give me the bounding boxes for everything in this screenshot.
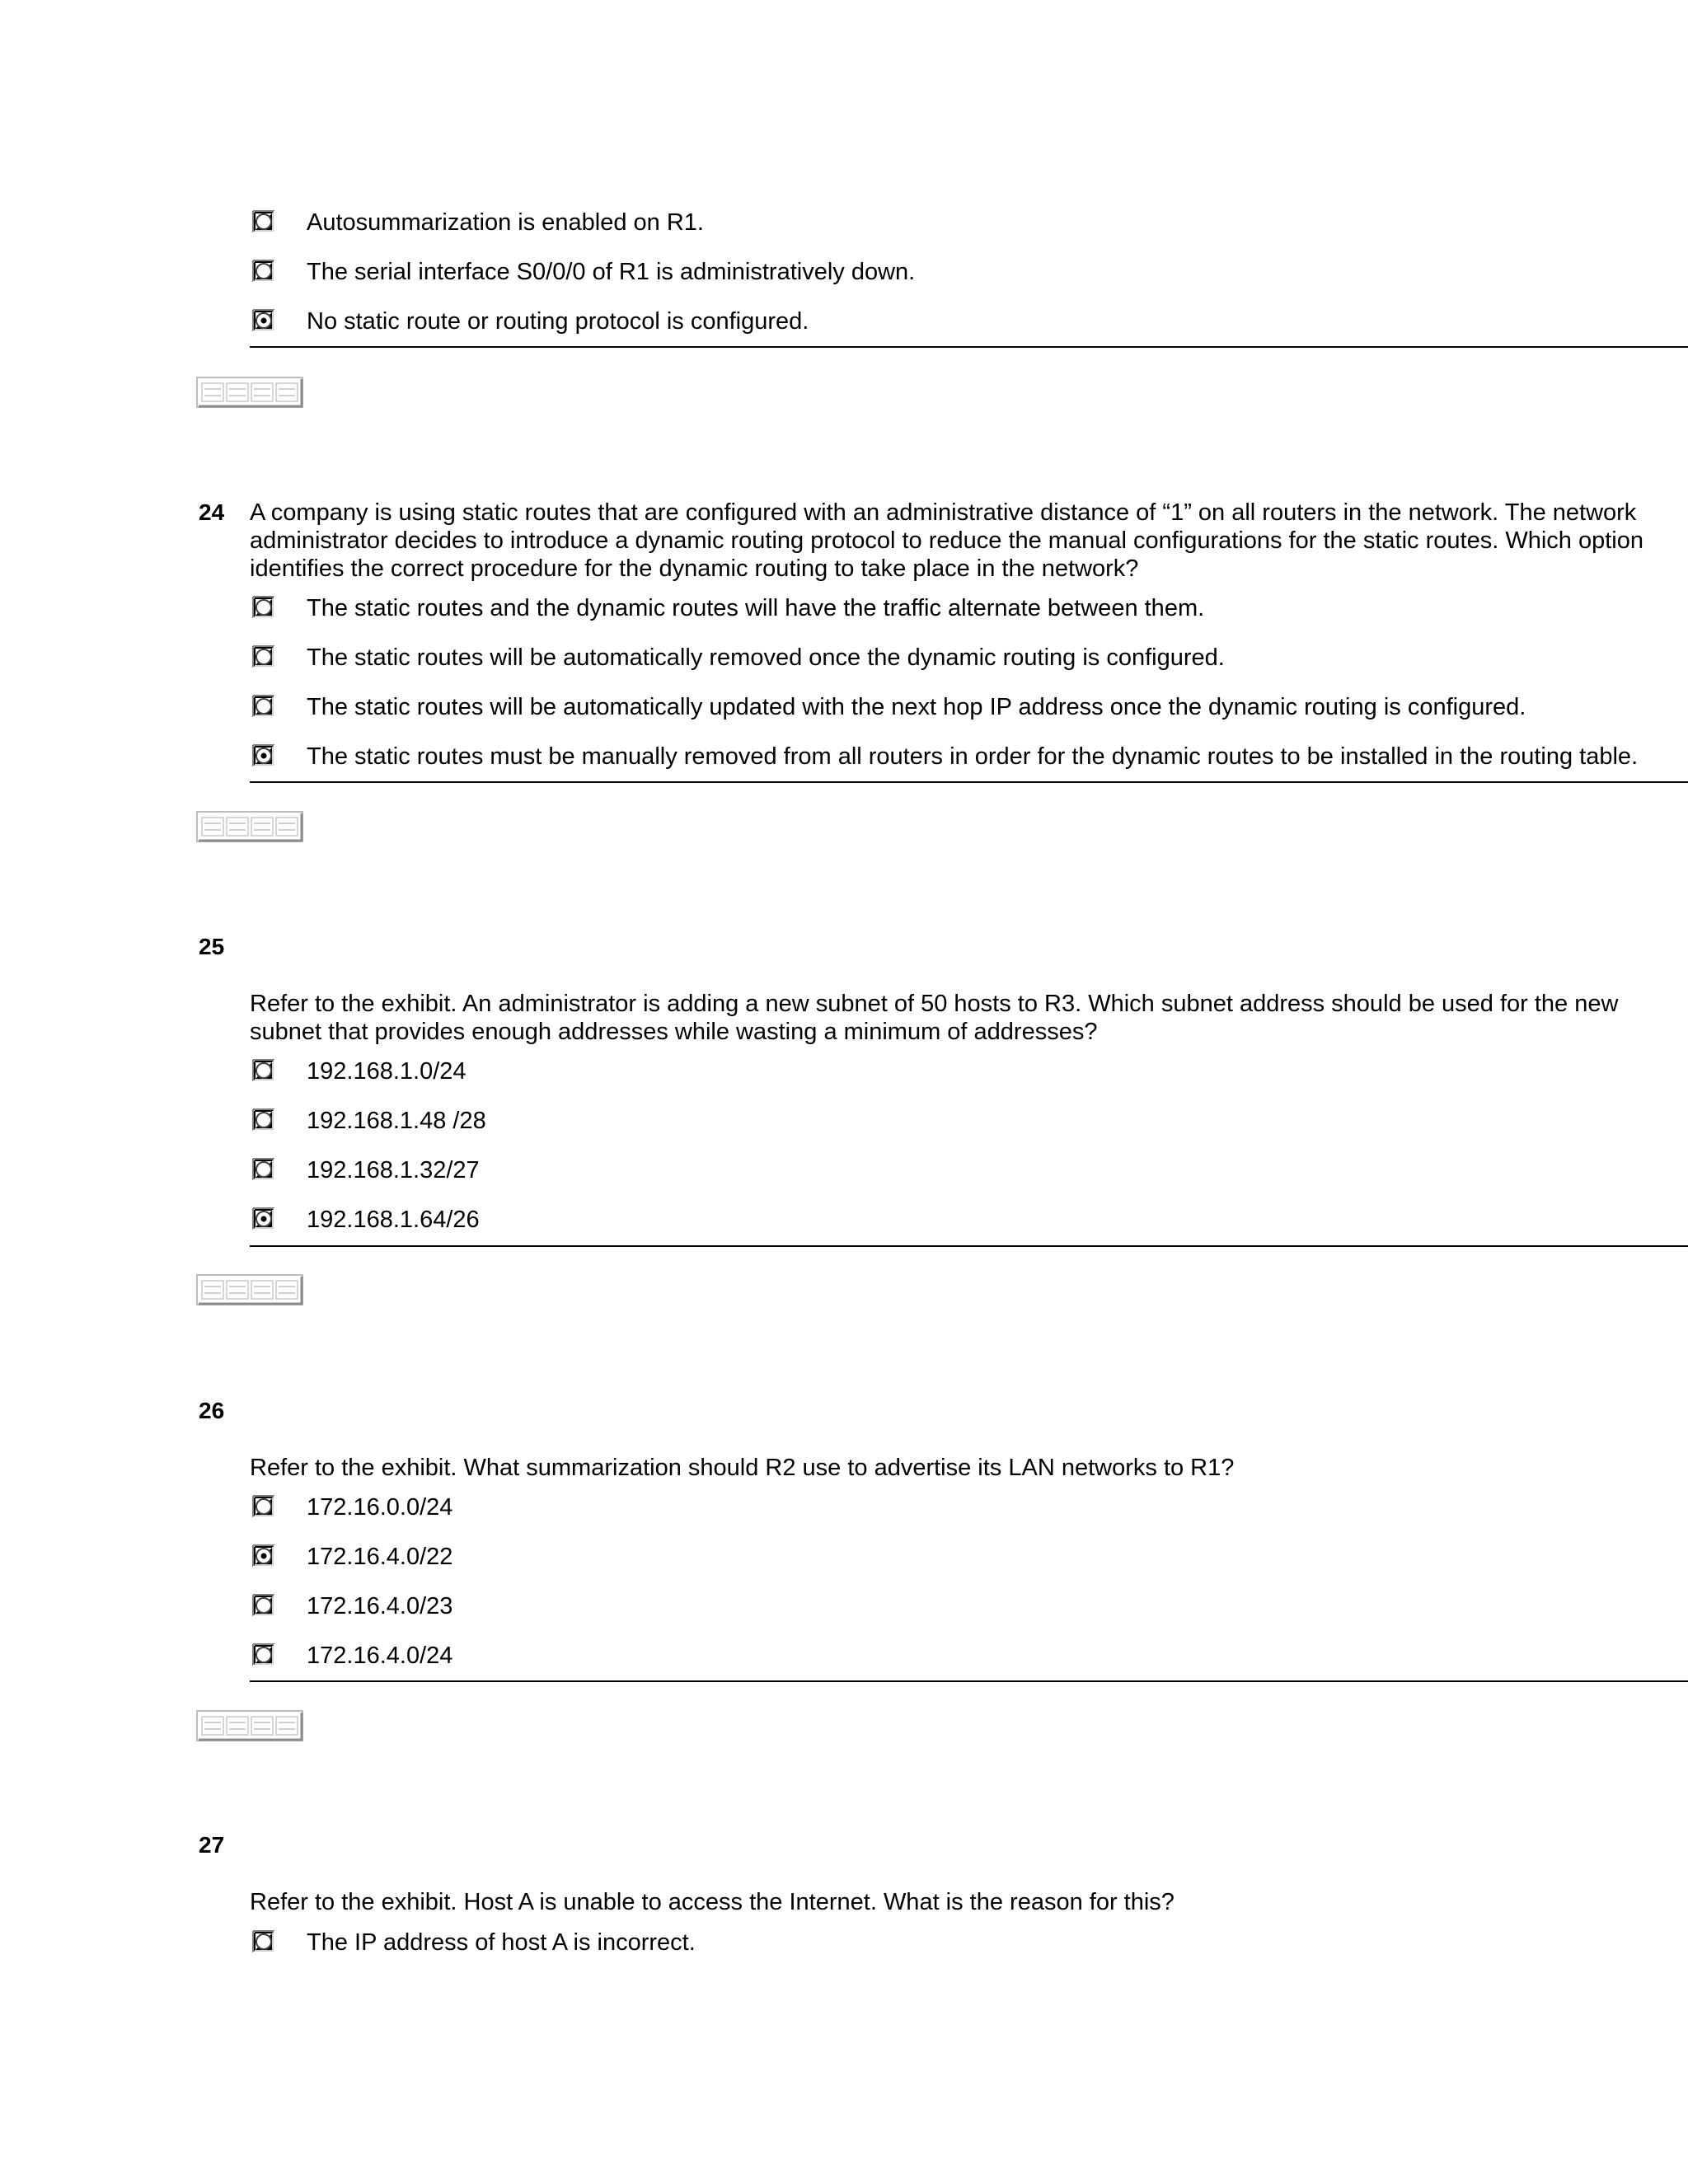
answer-option[interactable] [250,1543,1688,1576]
answer-option-label: 192.168.1.32/27 [307,1157,480,1183]
answer-option-label: Autosummarization is enabled on R1. [307,209,704,236]
radio-button-icon[interactable] [252,645,275,668]
answer-option[interactable] [250,209,1688,241]
question-text-line: administrator decides to introduce a dynamic routing protocol to reduce the manual configurations for the static routes. Which option [250,527,1643,554]
answer-option-label: The serial interface S0/0/0 of R1 is administratively down. [307,259,916,285]
answer-option[interactable] [250,258,1688,291]
question-text-line: Refer to the exhibit. Host A is unable to access the Internet. What is the reason for this? [250,1889,1175,1915]
question-number: 24 [199,499,225,525]
radio-button-icon[interactable] [252,695,275,718]
radio-button-icon[interactable] [252,596,275,619]
answer-option-label: 192.168.1.64/26 [307,1207,480,1233]
answer-option[interactable] [250,1493,1688,1526]
answer-option-label: 172.16.4.0/22 [307,1544,453,1570]
question-text-line: Refer to the exhibit. What summarization should R2 use to advertise its LAN networks to R1? [250,1455,1235,1481]
radio-button-icon[interactable] [252,1207,275,1230]
question-number: 25 [199,934,225,959]
radio-button-icon[interactable] [252,744,275,767]
answer-option[interactable] [250,1642,1688,1675]
navigation-buttons-image[interactable] [196,1274,303,1305]
navigation-buttons-image[interactable] [196,1710,303,1741]
radio-button-icon[interactable] [252,1930,275,1953]
answer-option[interactable] [250,1057,1688,1090]
answer-option[interactable] [250,594,1688,627]
question-number: 26 [199,1398,225,1423]
divider [250,346,1688,348]
question-text-line: A company is using static routes that are configured with an administrative distance of “1” on all routers in the network. The network [250,499,1637,526]
answer-option[interactable] [250,1929,1688,1961]
radio-button-icon[interactable] [252,1594,275,1617]
answer-option[interactable] [250,1206,1688,1239]
answer-option[interactable] [250,1107,1688,1140]
radio-button-icon[interactable] [252,1108,275,1132]
radio-button-icon[interactable] [252,1544,275,1568]
radio-button-icon[interactable] [252,1059,275,1082]
navigation-buttons-image[interactable] [196,377,303,408]
answer-option-label: 172.16.4.0/23 [307,1593,453,1619]
radio-button-icon[interactable] [252,1643,275,1666]
answer-option-label: 192.168.1.0/24 [307,1058,467,1085]
navigation-buttons-image[interactable] [196,811,303,842]
answer-option-label: 192.168.1.48 /28 [307,1108,486,1134]
answer-option[interactable] [250,1156,1688,1189]
answer-option[interactable] [250,743,1688,776]
radio-button-icon[interactable] [252,309,275,332]
answer-option-label: The IP address of host A is incorrect. [307,1929,696,1956]
radio-button-icon[interactable] [252,1495,275,1518]
question-text-line: subnet that provides enough addresses while wasting a minimum of addresses? [250,1019,1098,1045]
divider [250,781,1688,783]
answer-option-label: The static routes will be automatically removed once the dynamic routing is configured. [307,644,1225,671]
answer-option-label: 172.16.0.0/24 [307,1494,453,1521]
answer-option-label: The static routes and the dynamic routes will have the traffic alternate between them. [307,595,1205,621]
radio-button-icon[interactable] [252,260,275,283]
question-text-line: identifies the correct procedure for the dynamic routing to take place in the network? [250,555,1139,582]
answer-option-label: The static routes must be manually removed from all routers in order for the dynamic routes to be installed in the routing table. [307,743,1639,770]
answer-option[interactable] [250,1592,1688,1625]
radio-button-icon[interactable] [252,1158,275,1181]
divider [250,1245,1688,1247]
answer-option-label: 172.16.4.0/24 [307,1643,453,1669]
answer-option-label: No static route or routing protocol is configured. [307,308,809,335]
divider [250,1680,1688,1682]
question-text-line: Refer to the exhibit. An administrator is adding a new subnet of 50 hosts to R3. Which subnet address should be used for the new [250,991,1619,1017]
answer-option[interactable] [250,644,1688,677]
radio-button-icon[interactable] [252,210,275,233]
answer-option[interactable] [250,307,1688,340]
answer-option[interactable] [250,693,1688,726]
question-number: 27 [199,1832,225,1858]
answer-option-label: The static routes will be automatically updated with the next hop IP address once the dynamic routing is configured. [307,694,1526,720]
